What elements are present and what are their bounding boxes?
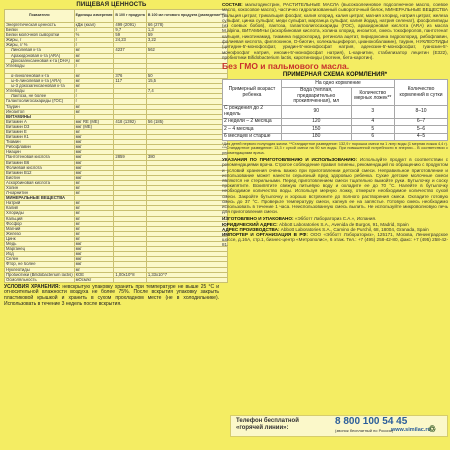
nutrition-title: ПИЩЕВАЯ ЦЕННОСТЬ	[76, 2, 147, 8]
right-column	[222, 2, 448, 248]
nutrition-cell-name: Рибофлавин	[5, 145, 75, 150]
nutrition-cell-unit: г	[74, 63, 114, 68]
nutrition-cell-name: Нуклеотиды	[5, 267, 75, 272]
nutrition-cell-unit: %	[74, 33, 114, 38]
nutrition-cell-name: Медь	[5, 242, 75, 247]
nutrition-cell-unit: мг	[74, 109, 114, 114]
nutrition-cell-unit: мкг (ME)	[74, 124, 114, 129]
feeding-row	[223, 133, 448, 140]
importer-label: ИМПОРТЕР И ОРГАНИЗАЦИЯ В РФ:	[222, 231, 308, 237]
nutrition-cell-name: Натрий	[5, 201, 75, 206]
feeding-group-row	[223, 80, 448, 87]
nutrition-cell-name: Фосфор	[5, 221, 75, 226]
legal-address-value: Abbott Laboratories S.A., Avenida de Burgos, 91, Madrid, Spain	[279, 221, 409, 227]
nutrition-cell-name: ω-3 докозагексаеновая к-та	[5, 84, 75, 89]
nutrition-cell-unit: мкг	[74, 150, 114, 155]
nutrition-cell-name: Витамин D3	[5, 124, 75, 129]
nutrition-cell-v2: 50	[146, 73, 227, 78]
nutrition-cell-unit: г	[74, 89, 114, 94]
feeding-table	[222, 79, 448, 141]
nutrition-cell-v2: 56 (185)	[146, 119, 227, 124]
nutrition-cell-name: Тиамин	[5, 140, 75, 145]
nutrition-header-row	[5, 10, 228, 23]
nutrition-cell-name: Холин	[5, 186, 75, 191]
feeding-cell-age: 2 – 4 месяца	[223, 126, 282, 133]
nutrition-cell-name: Хлориды	[5, 211, 75, 216]
nutrition-cell-unit: мкг	[74, 252, 114, 257]
importer-block	[222, 232, 448, 248]
nutrition-cell-name: Железо	[5, 231, 75, 236]
feeding-row	[223, 126, 448, 133]
nutrition-cell-name: Осмоляльность	[5, 277, 75, 282]
nutrition-cell-unit: мг	[74, 84, 114, 89]
production-address-label: АДРЕС ПРОИЗВОДСТВА:	[222, 226, 280, 232]
nutrition-cell-unit: мкг	[74, 165, 114, 170]
nutrition-cell-unit: мкг	[74, 175, 114, 180]
nutrition-cell-name: Магний	[5, 226, 75, 231]
nutrition-cell-v1: 9,7	[114, 28, 146, 33]
nutrition-cell-unit: мг	[74, 129, 114, 134]
feeding-cell-water: 180	[282, 133, 352, 140]
nutrition-cell-name: Углеводы	[5, 89, 75, 94]
nutrition-cell-name: Витамин А	[5, 119, 75, 124]
col-header-100ml: В 100 мл готового продукта (разведение***)	[146, 10, 227, 23]
nutrition-cell-v2	[146, 277, 227, 282]
feed-col-age: Примерный возраст ребенка	[223, 80, 282, 106]
nutrition-cell-name: Пантотеновая кислота	[5, 155, 75, 160]
nutrition-cell-v2: 1,3	[146, 28, 227, 33]
nutrition-cell-name: Витамин B12	[5, 170, 75, 175]
nutrition-cell-unit: мг	[74, 236, 114, 241]
nutrition-cell-unit: мкг	[74, 135, 114, 140]
nutrition-cell-name: Селен	[5, 257, 75, 262]
importer-value: ООО «Эбботт Лэбораториз», 125171, Москва, Ленинградское шоссе, д.16А, стр.1, бизнес-центр «Метрополис», 6 этаж. Тел.: +7 (495) 258-42-80, факс: +7 (495) 258-42-81.	[222, 231, 448, 248]
no-gmo-claim: Без ГМО и пальмового масла.	[222, 61, 350, 72]
hotline-label	[236, 418, 299, 432]
prep-label: УКАЗАНИЯ ПО ПРИГОТОВЛЕНИЮ И ИСПОЛЬЗОВАНИЮ:	[222, 157, 357, 163]
nutrition-cell-v1: 376	[114, 73, 146, 78]
nutrition-cell-unit: мг	[74, 216, 114, 221]
nutrition-cell-unit: г	[74, 99, 114, 104]
feeding-cell-water: 90	[282, 105, 352, 118]
nutrition-cell-v2: 66 (278)	[146, 23, 227, 28]
nutrition-cell-unit: мг	[74, 73, 114, 78]
feeding-cell-water: 120	[282, 118, 352, 125]
nutrition-cell-unit: мкг	[74, 145, 114, 150]
nutrition-cell-unit: мг	[74, 53, 114, 58]
nutrition-cell-unit: г	[74, 43, 114, 48]
composition-text: мальтодекстрин, РАСТИТЕЛЬНЫЕ МАСЛА (высокоолеиновое подсолнечное масло, соевое масло, кокосовое масло), частично гидролизованный сывороточный белок, МИНЕРАЛЬНЫЕ ВЕЩЕСТВА (кальция цитрат, трикальция фосфат, калия хлорид, калия цитрат, магния хлорид, натрия цитрат, железа сульфат, цинка сульфат, меди сульфат, марганца сульфат, калия йодид, натрия селенат), фосфолипиды (из соевых бобов), лактоза, галактоолигосахариды (ГОС), арахидоновая кислота (ARA) из масла M.alpina, ВИТАМИНЫ (аскорбиновая кислота, холина хлорид, инозитол, смесь токоферолов, пантотенат кальция, никотинамид, тиамина гидрохлорид, ретинола ацетат, пиридоксина гидрохлорид, рибофлавин, фолиевая кислота, филлохинон, D-биотин, холекальциферол, цианокобаламин), таурин, НУКЛЕОТИДЫ (цитидин-5'-монофосфат, уридин-5'-монофосфат натрия, аденозин-5'-монофосфат, гуанозин-5'-монофосфат натрия, инозин-5'-монофосфат натрия), L-карнитин, стабилизатор лецитин (E322), пробиотики Bifidobacterium lactis, каротиноиды (лютеин, бета-каротин).	[222, 2, 448, 60]
nutrition-cell-name: Линолевая к-та	[5, 48, 75, 53]
col-header-name: Показатели	[5, 10, 75, 23]
hotline-label-line2: «горячей линии»:	[236, 425, 289, 431]
feeding-cell-age: 2 недели – 2 месяца	[223, 118, 282, 125]
nutrition-cell-unit: мкг	[74, 170, 114, 175]
nutrition-cell-v2: 59	[146, 33, 227, 38]
nutrition-cell-unit: мг	[74, 221, 114, 226]
composition-block	[222, 2, 448, 60]
feeding-cell-spoons: 6	[351, 133, 394, 140]
nutrition-cell-v1: 418 (1392)	[114, 119, 146, 124]
nutrition-cell-v1: 59	[114, 33, 146, 38]
nutrition-row	[5, 277, 228, 282]
storage-label: УСЛОВИЯ ХРАНЕНИЯ:	[4, 283, 61, 290]
nutrition-cell-name: Ниацин	[5, 150, 75, 155]
nutrition-cell-name: Витамин К1	[5, 135, 75, 140]
nutrition-cell-name: Арахидоновая к-та (ARA)	[5, 53, 75, 58]
nutrition-cell-name: Жиры, г	[5, 38, 75, 43]
nutrition-cell-unit: мг	[74, 206, 114, 211]
nutrition-cell-unit: мкг	[74, 257, 114, 262]
nutrition-cell-name: Фолиевая кислота	[5, 165, 75, 170]
feeding-cell-age: 6 месяцев и старше	[223, 133, 282, 140]
nutrition-cell-name: Энергетическая ценность	[5, 23, 75, 28]
nutrition-cell-unit: мг	[74, 48, 114, 53]
hotline-label-line1: Телефон бесплатной	[236, 418, 299, 424]
nutrition-cell-name: Пробиотики (Bifidobacterium lactis)	[6, 272, 73, 277]
nutrition-cell-unit: мкг	[74, 155, 114, 160]
col-header-100g: В 100 г продукта	[114, 10, 146, 23]
nutrition-cell-unit: мг	[74, 211, 114, 216]
nutrition-cell-name: Калий	[5, 206, 75, 211]
nutrition-cell-name: Йод	[5, 252, 75, 257]
nutrition-cell-v1: 24,23	[114, 38, 146, 43]
nutrition-cell-v1: 499 (2091)	[114, 23, 146, 28]
hotline-note: (звонок бесплатный по России)	[335, 428, 394, 433]
nutrition-cell-unit: мкг	[74, 242, 114, 247]
nutrition-cell-name: Кальций	[5, 216, 75, 221]
feeding-cell-times: 4–5	[395, 133, 448, 140]
nutrition-cell-unit: мг	[74, 191, 114, 196]
nutrition-cell-v2: 7,4	[146, 89, 227, 94]
nutrition-cell-name: Углеводы	[5, 63, 75, 68]
recycle-icon: ♲	[428, 424, 437, 434]
nutrition-body	[5, 23, 228, 283]
feed-col-spoons: Количество мерных ложек**	[351, 87, 394, 105]
feed-col-times: Количество кормлений в сутки	[395, 80, 448, 106]
nutrition-cell-v1: 117	[114, 79, 146, 84]
nutrition-cell-unit: кДж (ккал)	[74, 23, 114, 28]
nutrition-cell-unit: мг	[74, 267, 114, 272]
feeding-title: ПРИМЕРНАЯ СХЕМА КОРМЛЕНИЯ*	[282, 72, 388, 79]
nutrition-cell-v2: 3,22	[146, 38, 227, 43]
feeding-cell-spoons: 4	[351, 118, 394, 125]
nutrition-cell-v2: 562	[146, 48, 227, 53]
nutrition-cell-name: α-линоленовая к-та	[5, 73, 75, 78]
nutrition-cell-name: Марганец	[5, 247, 75, 252]
nutrition-cell-v1: 1,00x10^8	[114, 272, 146, 277]
nutrition-cell-v2: 15,5	[146, 79, 227, 84]
left-column	[4, 2, 226, 307]
nutrition-cell-name: Белки молочной сыворотки	[5, 33, 75, 38]
nutrition-cell-name: Жиры, г/ %	[5, 43, 75, 48]
legal-address-label: ЮРИДИЧЕСКИЙ АДРЕС:	[222, 221, 278, 227]
nutrition-cell-unit: мкг	[74, 140, 114, 145]
col-header-unit: Единицы измерения	[74, 10, 114, 23]
nutrition-cell-name: Фтор, не более	[5, 262, 75, 267]
hotline-box	[230, 415, 448, 437]
nutrition-cell-name: Докозагексаеновая к-та (DHA)	[5, 58, 75, 63]
production-address-value: Abbott Laboratories S.A., Camino de Purchil, 68, 18004, Granada, Spain	[280, 226, 429, 232]
nutrition-cell-unit: мкг	[74, 247, 114, 252]
nutrition-cell-v1: 4237	[114, 48, 146, 53]
nutrition-table	[4, 9, 228, 283]
nutrition-cell-unit: мг	[74, 231, 114, 236]
nutrition-cell-name: Л-карнитин	[5, 191, 75, 196]
nutrition-cell-name: Белки	[5, 28, 75, 33]
storage-block	[4, 285, 219, 307]
prep-block	[222, 157, 448, 214]
composition-label: СОСТАВ:	[222, 2, 243, 7]
nutrition-cell-unit: мг	[74, 186, 114, 191]
feeding-cell-spoons: 5	[351, 126, 394, 133]
nutrition-cell-name: Витамин B6	[5, 160, 75, 165]
feeding-row	[223, 118, 448, 125]
nutrition-cell-v1: 2859	[114, 155, 146, 160]
hotline-phone[interactable]: 8 800 100 54 45	[335, 416, 408, 427]
nutrition-cell-name: Инозитол	[5, 109, 75, 114]
feeding-cell-times: 6–7	[395, 118, 448, 125]
feed-col-water: Вода (теплая, предварительно прокипяченная), мл	[282, 87, 352, 105]
nutrition-cell-unit: мкг	[74, 262, 114, 267]
nutrition-cell-unit: мкг	[74, 160, 114, 165]
nutrition-cell-name: Таурин	[5, 104, 75, 109]
nutrition-cell-name: Цинк	[5, 236, 75, 241]
website-link[interactable]: www.similac.ru	[391, 427, 431, 433]
feeding-cell-times: 8–10	[395, 105, 448, 118]
nutrition-cell-name: Галактоолигосахариды (ГОС)	[5, 99, 75, 104]
nutrition-cell-unit: КОЕ	[74, 272, 114, 277]
feeding-notes: *Для детей первого полугодия жизни. **Стандартное разведение: 132,9 г порошка смеси на 1 литр воды (1 мерная ложка 4,4 г). ***Стандартное разведение: 13,3 г сухой смеси на 90 мл воды. При повышенной потребности в энергии... В соответствии с рекомендациями врача.	[222, 141, 448, 155]
nutrition-cell-unit: мг	[74, 180, 114, 185]
nutrition-cell-name: МИНЕРАЛЬНЫЕ ВЕЩЕСТВА	[5, 196, 75, 201]
nutrition-cell-name: Аскорбиновая кислота	[5, 180, 75, 185]
nutrition-cell-unit: мг	[74, 79, 114, 84]
nutrition-cell-unit: г	[74, 94, 114, 99]
feeding-cell-times: 5–6	[395, 126, 448, 133]
nutrition-cell-name: Витамин Е	[5, 129, 75, 134]
feed-group-header: На одно кормление	[282, 80, 395, 87]
feeding-cell-age: С рождения до 2 недель	[223, 105, 282, 118]
nutrition-cell-unit: мОсм/кг	[74, 277, 114, 282]
prep-text: Используйте продукт в соответствии с рекомендациями врача. Строгое соблюдение правил гигиены, рекомендаций по обращению с продуктом и условий хранения очень важно при приготовлении детской смеси. Неправильное приготовление и использование может нанести серьезный вред здоровью ребенка. Сухие детские молочные смеси являются не стерильными. Перед приготовлением смеси тщательно вымойте руки. Бутылочку и соску прокипятите. Вскипятите свежую питьевую воду и охладите ее до 70 °С. Налейте в бутылочку необходимое количество воды. Используя мерную ложку, отмерьте необходимое количество сухой смеси. Закройте бутылочку и хорошо встряхните до полного растворения смеси. Охладите готовую смесь до 37 °С. Проверьте температуру смеси, капнув ее на запястье. Готовую смесь необходимо использовать в течение 1 часа. Неиспользованную смесь вылить. Не используйте микроволновую печь для приготовления смеси.	[222, 157, 448, 215]
feeding-cell-spoons: 3	[351, 105, 394, 118]
nutrition-cell-name: ВИТАМИНЫ	[5, 114, 75, 119]
nutrition-cell-name: Биотин	[5, 175, 75, 180]
nutrition-cell-v2: 380	[146, 155, 227, 160]
nutrition-cell-v2: 1,33x10^7	[146, 272, 227, 277]
nutrition-cell-unit: мг	[74, 201, 114, 206]
nutrition-cell-unit: мг	[74, 104, 114, 109]
manufacturer-value: «Эбботт Лабораториз С.А.», Испания.	[294, 216, 377, 222]
nutrition-cell-name: Лактоза, не более	[5, 94, 75, 99]
feeding-cell-water: 150	[282, 126, 352, 133]
nutrition-cell-unit: мг	[74, 58, 114, 63]
nutrition-cell-name: ω-6-линолевая к-та (ARA)	[5, 79, 75, 84]
storage-text: невскрытую упаковку хранить при температуре не выше 25 °С и относительной влажности воздуха не более 75%. После вскрытия упаковку закрыть пластиковой крышкой и хранить в сухом прохладном месте (не в холодильнике). Использовать в течение 3 недель после вскрытия.	[4, 283, 219, 307]
nutrition-cell-unit: мкг RE (ME)	[74, 119, 114, 124]
nutrition-cell-unit: г	[74, 38, 114, 43]
nutrition-cell-unit: мг	[74, 226, 114, 231]
nutrition-cell-unit: г	[74, 28, 114, 33]
feeding-row	[223, 105, 448, 118]
feeding-body	[223, 105, 448, 140]
nutrition-cell-v1	[114, 277, 146, 282]
manufacturer-label: ИЗГОТОВЛЕНО И УПАКОВАНО:	[222, 216, 294, 222]
